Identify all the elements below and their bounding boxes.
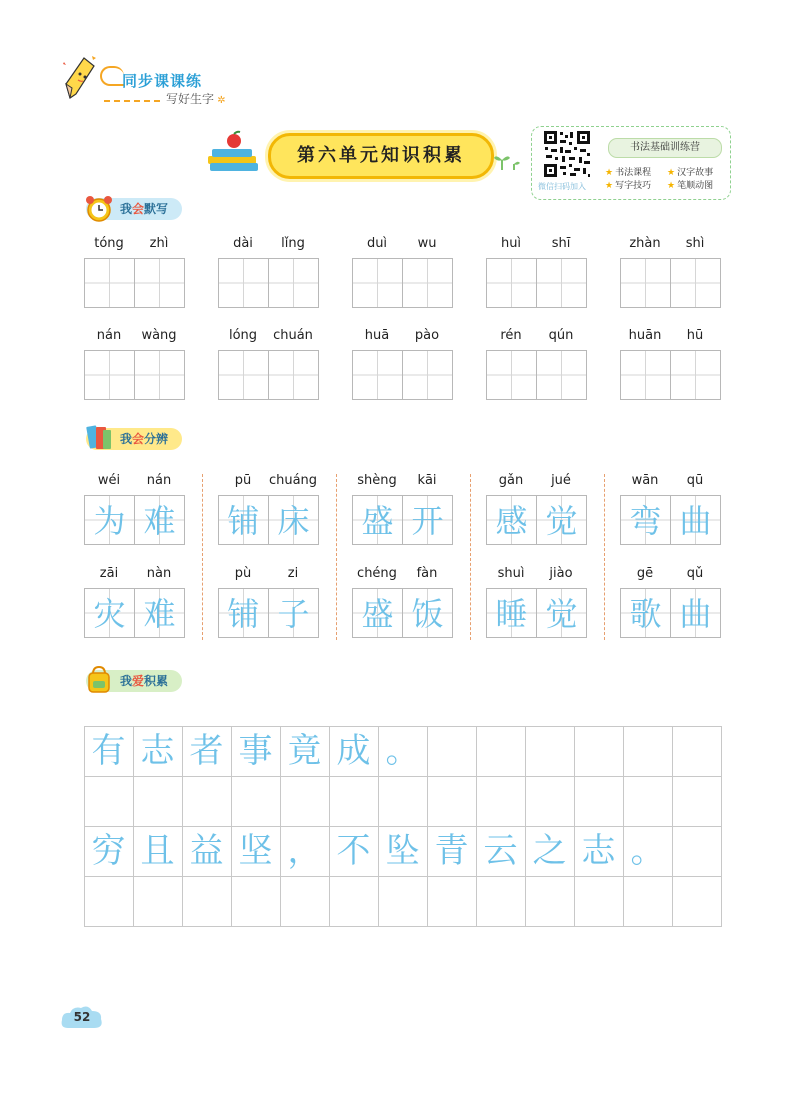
sentence-cell[interactable]	[427, 876, 477, 927]
qr-feature: ★ 笔顺动图	[667, 181, 714, 191]
star-icon: ★	[605, 168, 614, 178]
sentence-cell[interactable]	[623, 776, 673, 827]
pinyin-label: pù	[234, 566, 252, 581]
sentence-cell[interactable]	[280, 776, 330, 827]
character: 曲	[679, 502, 712, 540]
pinyin-label: zhàn	[629, 236, 661, 251]
character: 盛	[361, 595, 394, 633]
sentence-character: 云	[483, 831, 518, 871]
group-divider	[336, 474, 337, 640]
pinyin-label: nàn	[146, 566, 172, 581]
writing-cell[interactable]	[620, 258, 671, 308]
sentence-character: 之	[532, 831, 567, 871]
brand-cloud-decoration	[100, 66, 124, 86]
section-heading-dictation: 我会默写	[86, 198, 182, 220]
sentence-cell[interactable]	[525, 776, 575, 827]
pinyin-label: zhì	[149, 236, 169, 251]
pinyin-label: nán	[96, 328, 122, 343]
character: 感	[495, 502, 528, 540]
character: 饭	[411, 595, 444, 633]
sentence-cell[interactable]	[280, 876, 330, 927]
sentence-character: 益	[189, 831, 224, 871]
character: 觉	[545, 502, 578, 540]
sentence-cell[interactable]	[231, 776, 281, 827]
sentence-cell[interactable]	[525, 726, 575, 777]
pinyin-label: huā	[364, 328, 390, 343]
pinyin-label: qū	[686, 473, 704, 488]
character-cell	[268, 588, 319, 638]
pinyin-label: lóng	[228, 328, 258, 343]
pinyin-label: chuáng	[268, 473, 318, 488]
qr-feature: ★ 汉字故事	[667, 168, 714, 178]
writing-cell[interactable]	[486, 258, 537, 308]
character: 为	[93, 502, 126, 540]
section-heading-accumulate: 我爱积累	[86, 670, 182, 692]
pinyin-label: qǔ	[686, 566, 704, 581]
pinyin-label: jué	[551, 473, 571, 488]
star-icon: ★	[667, 168, 676, 178]
sentence-character: 者	[189, 731, 224, 771]
character-cell	[486, 588, 537, 638]
pinyin-label: shèng	[357, 473, 397, 488]
sentence-cell[interactable]	[329, 876, 379, 927]
pinyin-label: gē	[636, 566, 654, 581]
pinyin-label: wéi	[97, 473, 121, 488]
character-cell	[84, 588, 135, 638]
sentence-cell[interactable]	[182, 776, 232, 827]
sentence-cell[interactable]	[525, 876, 575, 927]
brand-title: 同步课课练	[122, 72, 203, 90]
character-cell	[536, 588, 587, 638]
star-icon: ★	[605, 181, 614, 191]
pinyin-label: hū	[686, 328, 704, 343]
pinyin-label: lǐng	[281, 236, 305, 251]
character: 觉	[545, 595, 578, 633]
pinyin-label: gǎn	[498, 473, 524, 488]
writing-cell[interactable]	[84, 258, 135, 308]
sentence-cell[interactable]	[182, 876, 232, 927]
sentence-character: 青	[434, 831, 469, 871]
sentence-character: 有	[91, 731, 126, 771]
pinyin-label: huì	[500, 236, 522, 251]
character: 开	[411, 502, 444, 540]
pinyin-label: jiào	[549, 566, 573, 581]
qr-caption: 微信扫码加入	[538, 182, 586, 191]
writing-cell[interactable]	[670, 350, 721, 400]
pinyin-label: kāi	[417, 473, 437, 488]
sentence-cell[interactable]	[329, 776, 379, 827]
sentence-cell[interactable]	[574, 726, 624, 777]
sentence-cell[interactable]	[84, 876, 134, 927]
character: 弯	[629, 502, 662, 540]
character: 铺	[227, 502, 260, 540]
writing-cell[interactable]	[536, 258, 587, 308]
group-divider	[604, 474, 605, 640]
sentence-cell[interactable]	[672, 826, 722, 877]
sentence-character: 事	[238, 731, 273, 771]
sentence-cell[interactable]	[574, 776, 624, 827]
sentence-cell[interactable]	[476, 726, 526, 777]
pinyin-label: shī	[551, 236, 571, 251]
writing-cell[interactable]	[134, 350, 185, 400]
writing-cell[interactable]	[670, 258, 721, 308]
pinyin-label: rén	[500, 328, 522, 343]
pencil-mascot-icon	[62, 54, 102, 100]
sentence-cell[interactable]	[574, 876, 624, 927]
character: 难	[143, 502, 176, 540]
character-cell	[134, 495, 185, 545]
character: 难	[143, 595, 176, 633]
pinyin-label: dài	[233, 236, 253, 251]
sentence-character: 志	[140, 731, 175, 771]
character-cell	[218, 588, 269, 638]
section-heading-distinguish: 我会分辨	[86, 428, 182, 450]
character-cell	[620, 495, 671, 545]
sentence-cell[interactable]	[378, 776, 428, 827]
pinyin-label: wu	[417, 236, 437, 251]
character-cell	[670, 588, 721, 638]
writing-cell[interactable]	[218, 350, 269, 400]
qr-title: 书法基础训练营	[608, 138, 722, 158]
character: 睡	[495, 595, 528, 633]
sentence-character: 坠	[385, 831, 420, 871]
pinyin-label: shuì	[497, 566, 525, 581]
sentence-cell[interactable]	[476, 876, 526, 927]
character-cell	[670, 495, 721, 545]
writing-cell[interactable]	[352, 258, 403, 308]
character-cell	[402, 588, 453, 638]
pinyin-label: duì	[366, 236, 388, 251]
qr-code-icon[interactable]	[543, 130, 591, 178]
pinyin-label: fàn	[416, 566, 438, 581]
sentence-cell[interactable]	[427, 776, 477, 827]
character: 灾	[93, 595, 126, 633]
character-cell	[352, 588, 403, 638]
pinyin-label: shì	[685, 236, 705, 251]
writing-cell[interactable]	[268, 350, 319, 400]
writing-cell[interactable]	[218, 258, 269, 308]
character: 曲	[679, 595, 712, 633]
pinyin-label: huān	[628, 328, 662, 343]
page-number: 52	[73, 1010, 91, 1024]
qr-feature: ★ 书法课程	[605, 168, 652, 178]
writing-cell[interactable]	[402, 350, 453, 400]
pinyin-label: zi	[287, 566, 299, 581]
sentence-character: 坚	[238, 831, 273, 871]
sentence-cell[interactable]	[476, 776, 526, 827]
brand-subtitle: 写好生字 ✲	[166, 92, 226, 106]
writing-cell[interactable]	[402, 258, 453, 308]
sentence-character: 且	[140, 831, 175, 871]
sentence-cell[interactable]	[623, 876, 673, 927]
sentence-character: 不	[336, 831, 371, 871]
character: 铺	[227, 595, 260, 633]
sentence-cell[interactable]	[84, 776, 134, 827]
sprout-icon	[494, 150, 520, 172]
writing-cell[interactable]	[268, 258, 319, 308]
sentence-character: 。	[385, 731, 420, 771]
sentence-cell[interactable]	[427, 726, 477, 777]
sentence-character: 成	[336, 731, 371, 771]
sentence-cell[interactable]	[672, 726, 722, 777]
sentence-cell[interactable]	[672, 776, 722, 827]
character: 歌	[629, 595, 662, 633]
sentence-cell[interactable]	[378, 876, 428, 927]
character-cell	[134, 588, 185, 638]
character: 盛	[361, 502, 394, 540]
pinyin-label: pū	[234, 473, 252, 488]
pinyin-label: nán	[146, 473, 172, 488]
unit-title-banner: 第六单元知识积累	[268, 133, 494, 179]
alarm-clock-icon	[84, 194, 114, 224]
sentence-character: 。	[630, 831, 665, 871]
sentence-character: 穷	[91, 831, 126, 871]
group-divider	[470, 474, 471, 640]
writing-cell[interactable]	[352, 350, 403, 400]
writing-cell[interactable]	[486, 350, 537, 400]
writing-cell[interactable]	[134, 258, 185, 308]
sentence-character: 竟	[287, 731, 322, 771]
writing-cell[interactable]	[620, 350, 671, 400]
pinyin-label: wān	[631, 473, 659, 488]
pinyin-label: zāi	[99, 566, 119, 581]
sentence-character: 志	[581, 831, 616, 871]
character-cell	[536, 495, 587, 545]
qr-feature: ★ 写字技巧	[605, 181, 652, 191]
pinyin-label: pào	[414, 328, 440, 343]
character: 子	[277, 595, 310, 633]
pinyin-label: qún	[548, 328, 574, 343]
sentence-cell[interactable]	[133, 776, 183, 827]
character: 床	[277, 502, 310, 540]
star-icon: ★	[667, 181, 676, 191]
sentence-cell[interactable]	[231, 876, 281, 927]
books-stack-icon	[84, 422, 114, 452]
character-cell	[268, 495, 319, 545]
pinyin-label: wàng	[141, 328, 177, 343]
pinyin-label: tóng	[94, 236, 124, 251]
writing-cell[interactable]	[84, 350, 135, 400]
group-divider	[202, 474, 203, 640]
sentence-character: ，	[287, 831, 322, 871]
backpack-icon	[84, 664, 114, 694]
character-cell	[218, 495, 269, 545]
sentence-cell[interactable]	[623, 726, 673, 777]
books-apple-icon	[206, 130, 260, 174]
pinyin-label: chéng	[357, 566, 397, 581]
pinyin-label: chuán	[273, 328, 313, 343]
character-cell	[620, 588, 671, 638]
character-cell	[352, 495, 403, 545]
character-cell	[486, 495, 537, 545]
sentence-cell[interactable]	[672, 876, 722, 927]
character-cell	[84, 495, 135, 545]
writing-cell[interactable]	[536, 350, 587, 400]
brand-dash-decoration	[104, 100, 160, 108]
sentence-cell[interactable]	[133, 876, 183, 927]
character-cell	[402, 495, 453, 545]
